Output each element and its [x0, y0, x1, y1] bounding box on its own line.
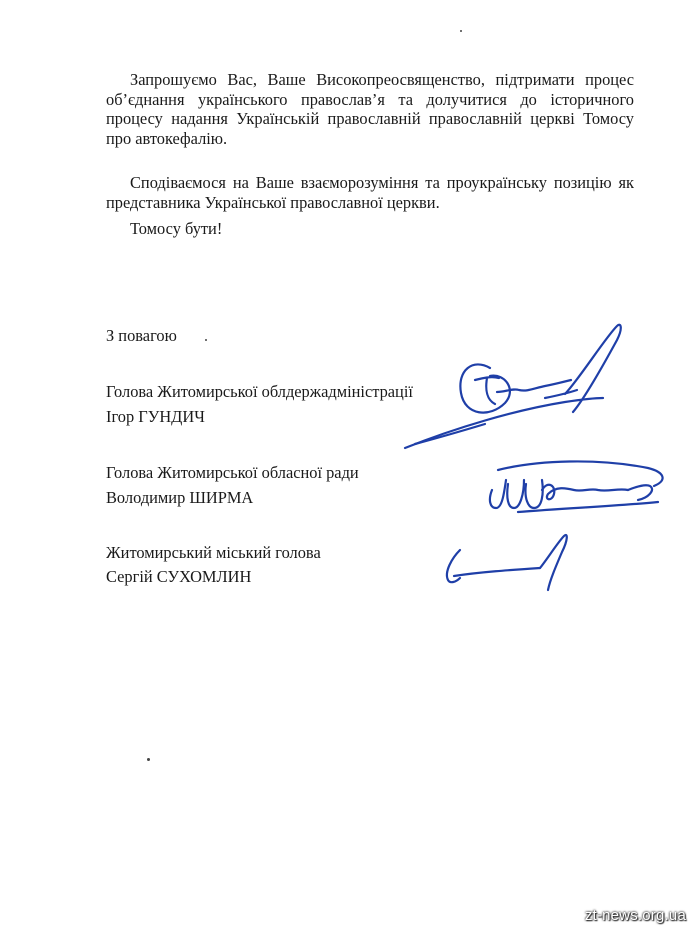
signatory-2-position: Голова Житомирської обласної ради [106, 463, 359, 482]
signatory-3-position: Житомирський міський голова [106, 543, 321, 562]
watermark: zt-news.org.ua [584, 907, 686, 924]
paragraph-invitation: Запрошуємо Вас, Ваше Високопреосвященство, підтримати процес об’єднання українського православ’я та долучитися до історичного процесу надання Українській православній православній церкві Томосу про автокефалію. [106, 70, 634, 148]
signatory-2-name: Володимир ШИРМА [106, 488, 254, 507]
signature-2 [478, 450, 678, 530]
scan-speck [205, 339, 207, 341]
signatory-3-name: Сергій СУХОМЛИН [106, 567, 252, 586]
signature-3 [430, 528, 580, 598]
signature-1 [395, 318, 655, 468]
signatory-1-name: Ігор ГУНДИЧ [106, 407, 205, 426]
closing-regards: З повагою [106, 326, 177, 345]
scan-speck [460, 30, 462, 32]
signatory-1-position: Голова Житомирської облдержадміністрації [106, 382, 413, 401]
paragraph-hope: Сподіваємося на Ваше взаєморозуміння та проукраїнську позицію як представника Української православної церкви. [106, 173, 634, 212]
scan-speck [147, 758, 150, 761]
paragraph-tomos: Томосу бути! [130, 219, 223, 238]
